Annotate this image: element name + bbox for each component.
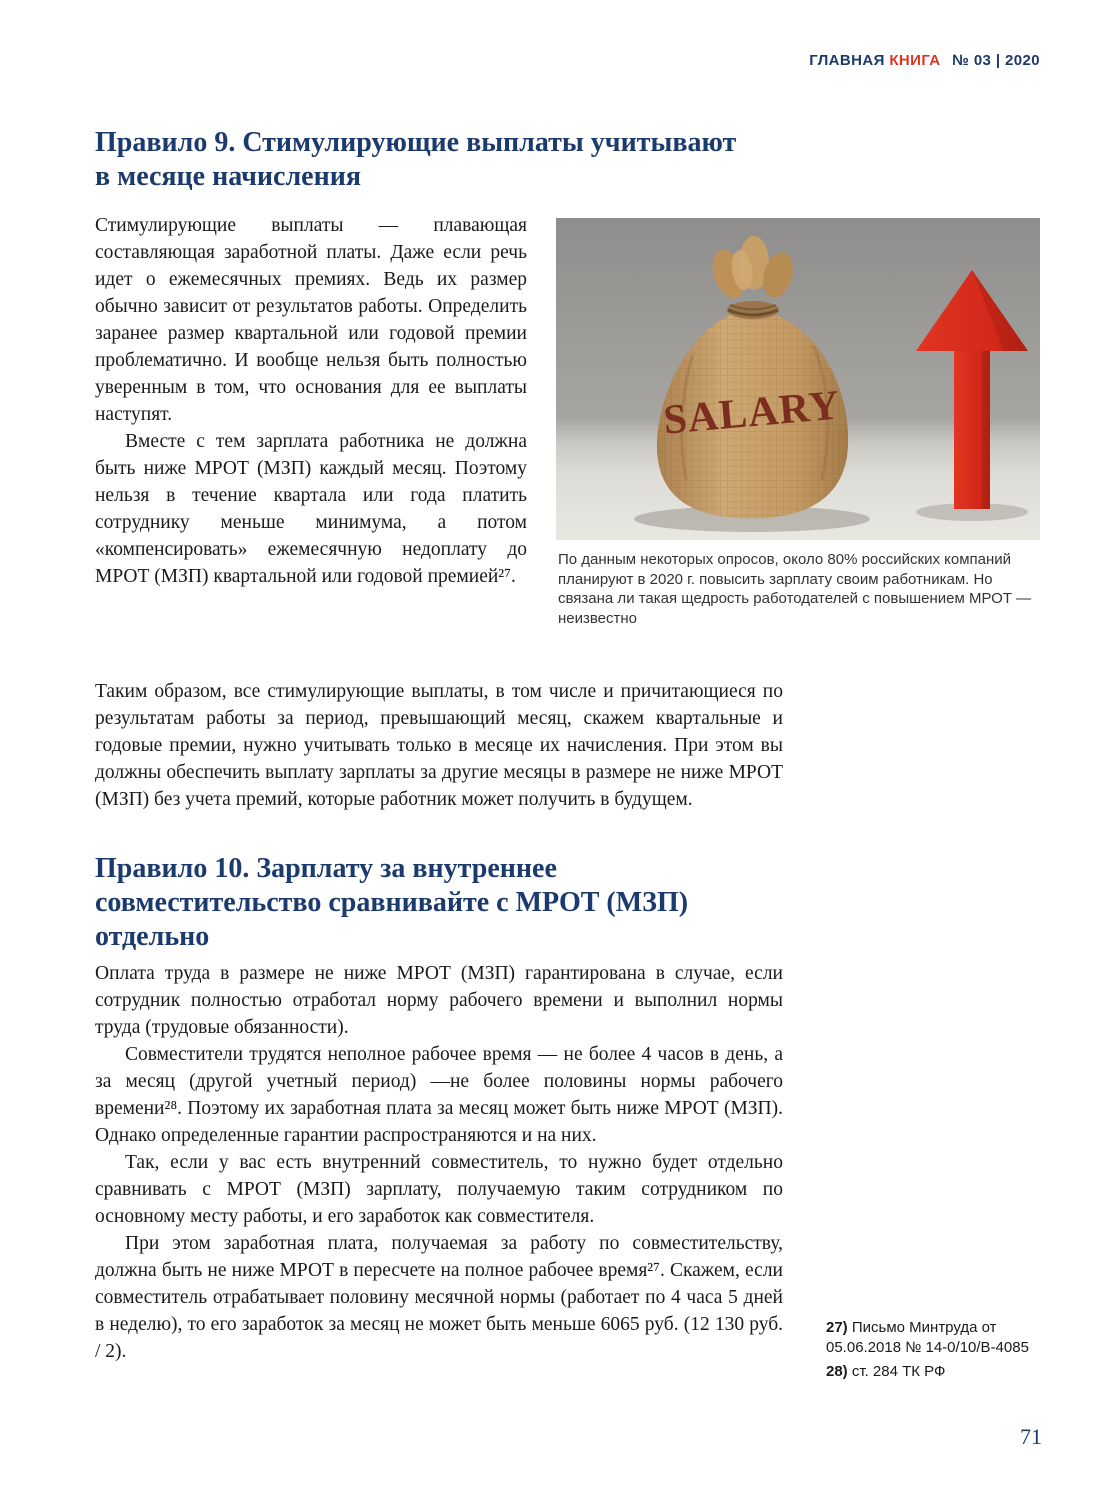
footnote-27-number: 27) [826,1319,848,1336]
photo-caption: По данным некоторых опросов, около 80% российских компаний планируют в 2020 г. повысить зарплату своим работникам. Но связана ли такая щедрость работодателей с повышением МРОТ — неизвестно [558,551,1032,627]
rule9-paragraph-2: Вместе с тем зарплата работника не должна быть ниже МРОТ (МЗП) каждый месяц. Поэтому нельзя в течение квартала или года платить сотруднику меньше минимума, а потом «компенсировать» ежемесячную недоплату до МРОТ (МЗП) квартальной или годовой премией²⁷. [95,431,527,587]
rule10-title-line3: отдельно [95,921,210,952]
rule10-title-line1: Правило 10. Зарплату за внутреннее [95,853,557,884]
rule10-body [95,960,783,1365]
rule9-paragraph-1: Стимулирующие выплаты — плавающая составляющая заработной платы. Даже если речь идет о ежемесячных премиях. Ведь их размер обычно зависит от результатов работы. Определить заранее размер квартальной или годовой премии проблематично. И вообще нельзя быть полностью уверенным в том, что основания для ее выплаты наступят. [95,215,527,425]
rule9-title [95,126,815,194]
rule10-title-line2: совместительство сравнивайте с МРОТ (МЗП) [95,887,689,918]
rule9-title-line2: в месяце начисления [95,161,362,192]
page-number: 71 [1020,1424,1042,1449]
rule10-paragraph-3: Так, если у вас есть внутренний совместитель, то нужно будет отдельно сравнивать с МРОТ (МЗП) зарплату, получаемую таким сотрудником по основному месту работы, и его заработок как совместителя. [95,1152,783,1227]
footnote-28-text: ст. 284 ТК РФ [851,1363,946,1380]
journal-header [809,52,1040,69]
rule10-paragraph-2: Совместители трудятся неполное рабочее время — не более 4 часов в день, а за месяц (другой учетный период) —не более половины нормы рабочего времени²⁸. Поэтому их заработная плата за месяц может быть ниже МРОТ (МЗП). Однако определенные гарантии распространяются и на них. [95,1044,783,1146]
rule9-paragraph-3: Таким образом, все стимулирующие выплаты, в том числе и причитающиеся по результатам работы за период, превышающий месяц, скажем квартальные и годовые премии, нужно учитывать только в месяце их начисления. При этом вы должны обеспечить выплату зарплаты за другие месяцы в размере не ниже МРОТ (МЗП) без учета премий, которые работник может получить в будущем. [95,680,783,810]
rule10-title [95,852,835,954]
journal-issue-number: № 03 | 2020 [952,52,1040,69]
margin-footnotes [826,1318,1042,1386]
rule9-title-line1: Правило 9. Стимулирующие выплаты учитывают [95,127,737,158]
footnote-28-number: 28) [826,1363,848,1380]
salary-photo [556,218,1040,540]
rule10-paragraph-1: Оплата труда в размере не ниже МРОТ (МЗП) гарантирована в случае, если сотрудник полностью отработал норму рабочего времени и выполнил нормы труда (трудовые обязанности). [95,963,783,1038]
journal-brand-main: ГЛАВНАЯ [809,52,885,69]
footnote-28 [826,1362,1042,1382]
footnote-27-text: Письмо Минтруда от 05.06.2018 № 14-0/10/В-4085 [826,1319,1029,1356]
rule9-left-column [95,212,527,590]
rule10-paragraph-4: При этом заработная плата, получаемая за работу по совместительству, должна быть не ниже МРОТ в пересчете на полное рабочее время²⁷. Скажем, если совместитель отрабатывает половину месячной нормы (работает по 4 часа 5 дней в неделю), то его заработок за месяц не может быть меньше 6065 руб. (12 130 руб. / 2). [95,1233,783,1362]
salary-photo-illustration [556,218,1040,540]
footnote-27 [826,1318,1042,1358]
journal-brand-accent: КНИГА [889,52,941,69]
salary-label: SALARY [661,382,843,444]
